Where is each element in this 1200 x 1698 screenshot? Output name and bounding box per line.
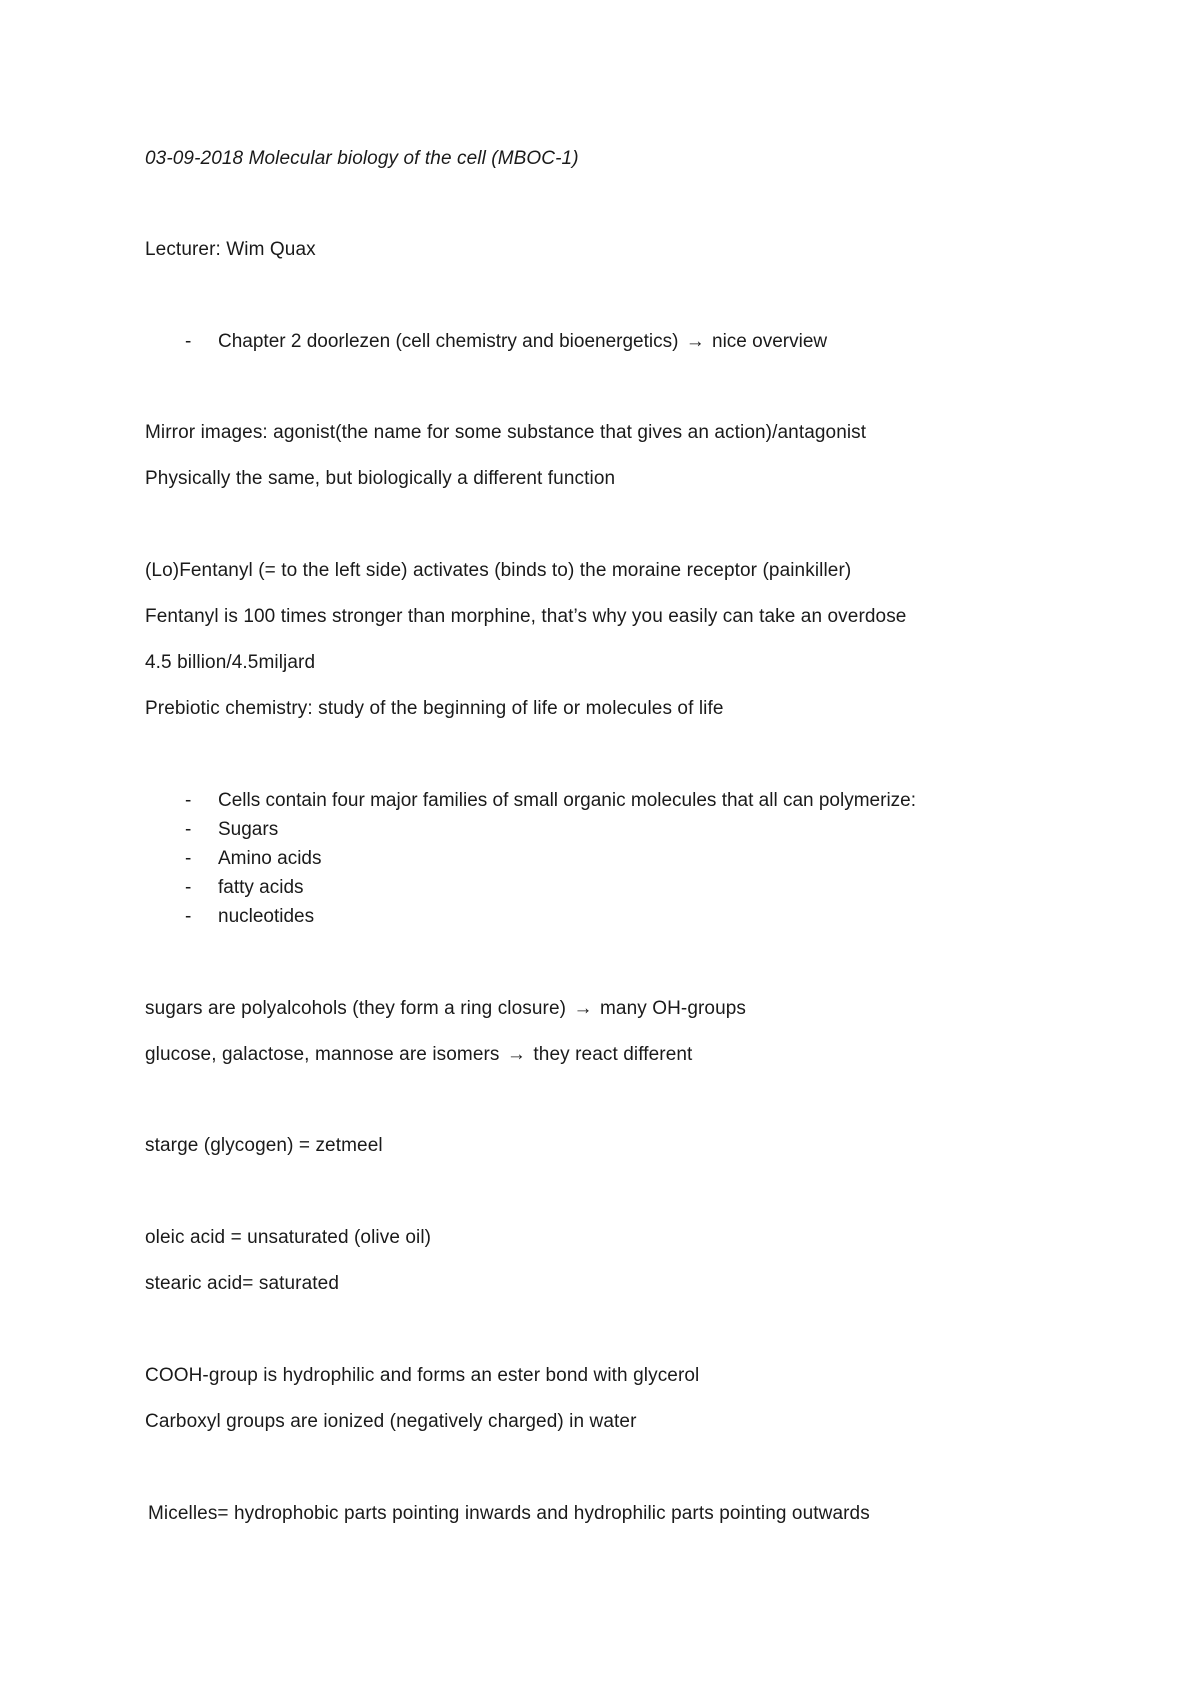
sugars-line xyxy=(145,997,746,1021)
carboxyl-line: Carboxyl groups are ionized (negatively charged) in water xyxy=(145,1411,637,1432)
billion-line: 4.5 billion/4.5miljard xyxy=(145,652,316,673)
oleic-line: oleic acid = unsaturated (olive oil) xyxy=(145,1227,432,1248)
glucose-result: they react different xyxy=(533,1044,693,1065)
sugars-text: sugars are polyalcohols (they form a ring closure) xyxy=(145,998,567,1019)
sugars-result: many OH-groups xyxy=(599,998,747,1019)
glucose-text: glucose, galactose, mannose are isomers xyxy=(145,1044,500,1065)
page-title: 03-09-2018 Molecular biology of the cell (MBOC-1) xyxy=(145,148,579,169)
list-item: Cells contain four major families of small organic molecules that all can polymerize: xyxy=(218,790,917,811)
mirror-images-line: Mirror images: agonist(the name for some substance that gives an action)/antagonist xyxy=(145,422,867,443)
micelles-line: Micelles= hydrophobic parts pointing inwards and hydrophilic parts pointing outwards xyxy=(148,1503,870,1524)
fentanyl-line: Fentanyl is 100 times stronger than morphine, that’s why you easily can take an overdose xyxy=(145,606,907,627)
chapter-note-text: Chapter 2 doorlezen (cell chemistry and bioenergetics) xyxy=(218,331,679,352)
list-item: Amino acids xyxy=(218,848,322,869)
list-item: Sugars xyxy=(218,819,279,840)
stearic-line: stearic acid= saturated xyxy=(145,1273,339,1294)
bullet-marker: - xyxy=(185,331,192,352)
bullet-marker: - xyxy=(185,790,192,811)
chapter-note-result: nice overview xyxy=(712,331,828,352)
glucose-line xyxy=(145,1043,692,1067)
arrow-icon: → xyxy=(506,1044,527,1065)
lofentanyl-line: (Lo)Fentanyl (= to the left side) activates (binds to) the moraine receptor (painkiller) xyxy=(145,560,852,581)
cooh-line: COOH-group is hydrophilic and forms an ester bond with glycerol xyxy=(145,1365,700,1386)
list-item: fatty acids xyxy=(218,877,304,898)
physically-same-line: Physically the same, but biologically a different function xyxy=(145,468,616,489)
list-item: nucleotides xyxy=(218,906,315,927)
bullet-marker: - xyxy=(185,877,192,898)
bullet-marker: - xyxy=(185,906,192,927)
arrow-icon: → xyxy=(573,998,593,1019)
arrow-icon: → xyxy=(685,331,705,352)
lecturer-line: Lecturer: Wim Quax xyxy=(145,239,316,260)
chapter-note xyxy=(218,330,827,354)
prebiotic-line: Prebiotic chemistry: study of the beginning of life or molecules of life xyxy=(145,698,724,719)
starge-line: starge (glycogen) = zetmeel xyxy=(145,1135,383,1156)
bullet-marker: - xyxy=(185,819,192,840)
bullet-marker: - xyxy=(185,848,192,869)
